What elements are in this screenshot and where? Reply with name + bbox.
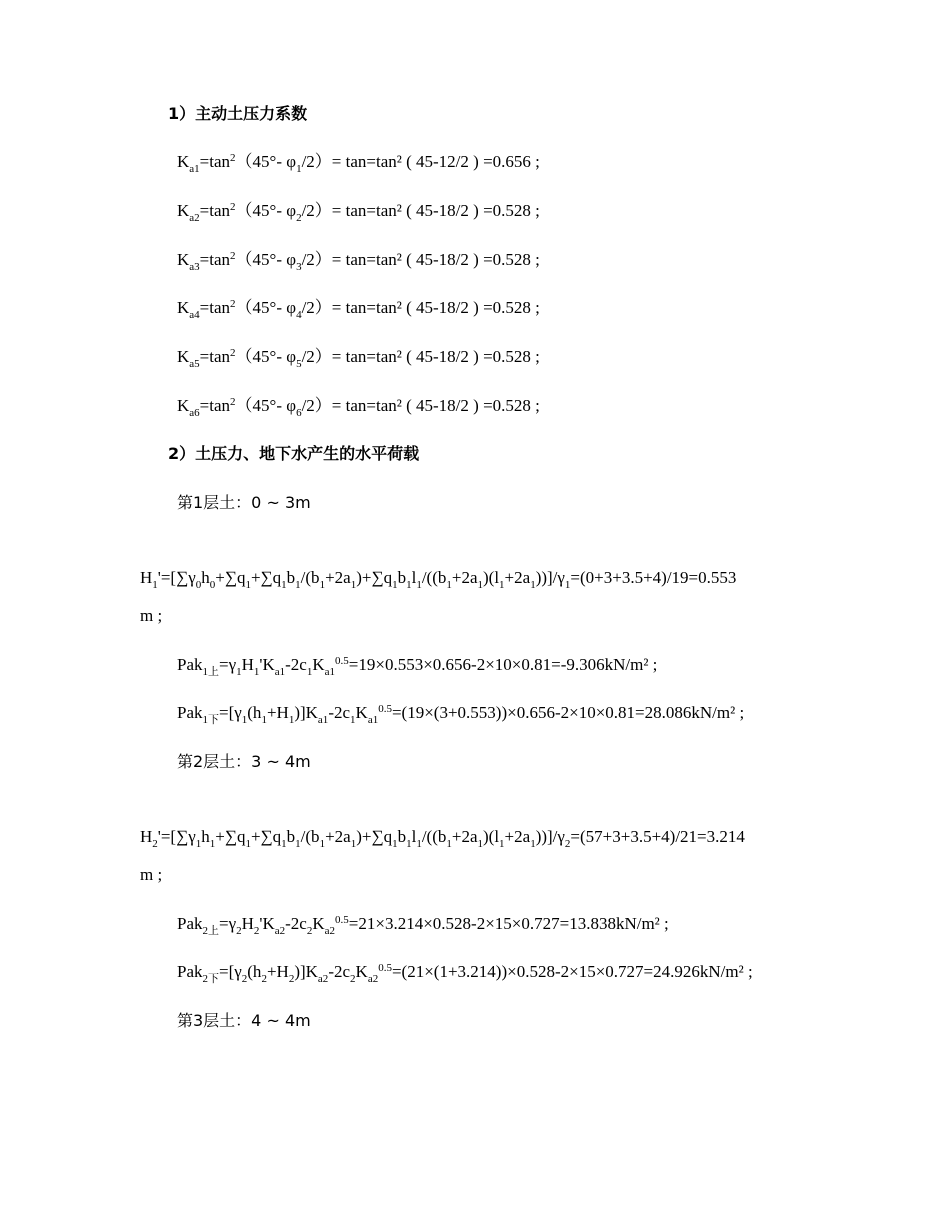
layer-1-pak-top-value: =19×0.553×0.656-2×10×0.81=-9.306kN/m² ; (348, 655, 658, 674)
layer-2-h-unit: m ; (140, 865, 163, 884)
layer-2-pak-bottom: $Pak_{2下}=[\gamma_2(h_2+H_2)]K_{a2}-2c_2K_{a2}^{0.5}=(21\times(1+3.214))\times 0.528-2\times 15\times 0.727=24.926kN/m^2$ ; (177, 962, 753, 985)
ka4-formula: $K_{a4}=\tan^2(45^\circ-$ $\varphi_4/2)= \tan=\tan^2$ ( 45-18/2 ) =0.528 ; (177, 298, 540, 321)
section-1-title: 1）主动土压力系数 (168, 104, 308, 123)
layer-2-h-result: =(57+3+3.5+4)/21=3.214 (570, 827, 745, 846)
layer-1-h-formula: $H_1'=[\sum\gamma_0h_0+\sum q_1+\sum q_1b_1/(b_1+2a_1)+\sum q_1b_1l_1/((b_1+2a_1)(l_1+2a_1))]/\gamma_1=(0+3+3.5+4)/19=0.553$ (140, 568, 737, 591)
layer-2-pak-bottom-value: =(21×(1+3.214))×0.528-2×15×0.727=24.926kN/m² ; (391, 962, 753, 981)
ka3-rhs: =tan² ( 45-18/2 ) =0.528 ; (366, 250, 540, 269)
layer-1-pak-bottom-value: =(19×(3+0.553))×0.656-2×10×0.81=28.086kN/m² ; (391, 703, 745, 722)
layer-2-pak-top-value: =21×3.214×0.528-2×15×0.727=13.838kN/m² ; (348, 914, 669, 933)
layer-1-pak-bottom: $Pak_{1下}=[\gamma_1(h_1+H_1)]K_{a1}-2c_1K_{a1}^{0.5}=(19\times(3+0.553))\times 0.656-2\times 10\times 0.81=28.086kN/m^2$ ; (177, 703, 745, 726)
layer-1-label: 第1层土：0 ~ 3m (177, 493, 311, 512)
layer-2-h-formula: $H_2'=[\sum\gamma_1h_1+\sum q_1+\sum q_1b_1/(b_1+2a_1)+\sum q_1b_1l_1/((b_1+2a_1)(l_1+2a_1))]/\gamma_2=(57+3+3.5+4)/21=3.214$ (140, 827, 745, 850)
ka5-formula: $K_{a5}=\tan^2(45^\circ-$ $\varphi_5/2)= \tan=\tan^2$ ( 45-18/2 ) =0.528 ; (177, 347, 540, 370)
layer-1-h-unit: m ; (140, 606, 163, 625)
ka5-rhs: =tan² ( 45-18/2 ) =0.528 ; (366, 347, 540, 366)
layer-2-label: 第2层土：3 ~ 4m (177, 752, 311, 771)
ka6-formula: $K_{a6}=\tan^2(45^\circ-$ $\varphi_6/2)= \tan=\tan^2$ ( 45-18/2 ) =0.528 ; (177, 396, 540, 419)
layer-2-pak-top: $Pak_{2上}=\gamma_2H_2'K_{a2}-2c_2K_{a2}^{0.5}=21\times 3.214\times 0.528-2\times 15\times 0.727=13.838kN/m^2$ ; (177, 914, 669, 937)
ka1-rhs: =tan² ( 45-12/2 ) =0.656 ; (366, 152, 540, 171)
layer-3-label: 第3层土：4 ~ 4m (177, 1011, 311, 1030)
layer-1-h-result: =(0+3+3.5+4)/19=0.553 (570, 568, 737, 587)
section-2-title: 2）土压力、地下水产生的水平荷载 (168, 444, 420, 463)
ka1-formula: $K_{a1}=\tan^2(45^\circ-$ $\varphi_1/2)= \tan=\tan^2$ ( 45-12/2 ) =0.656 ; (177, 152, 540, 175)
ka2-formula: $K_{a2}=\tan^2(45^\circ-$ $\varphi_2/2)= \tan=\tan^2$ ( 45-18/2 ) =0.528 ; (177, 201, 540, 224)
ka3-formula: $K_{a3}=\tan^2(45^\circ-$ $\varphi_3/2)= \tan=\tan^2$ ( 45-18/2 ) =0.528 ; (177, 250, 540, 273)
layer-1-pak-top: $Pak_{1上}=\gamma_1H_1'K_{a1}-2c_1K_{a1}^{0.5}=19\times 0.553\times 0.656-2\times 10\times 0.81=-9.306kN/m^2$ ; (177, 655, 658, 678)
ka6-rhs: =tan² ( 45-18/2 ) =0.528 ; (366, 396, 540, 415)
ka2-rhs: =tan² ( 45-18/2 ) =0.528 ; (366, 201, 540, 220)
ka4-rhs: =tan² ( 45-18/2 ) =0.528 ; (366, 298, 540, 317)
